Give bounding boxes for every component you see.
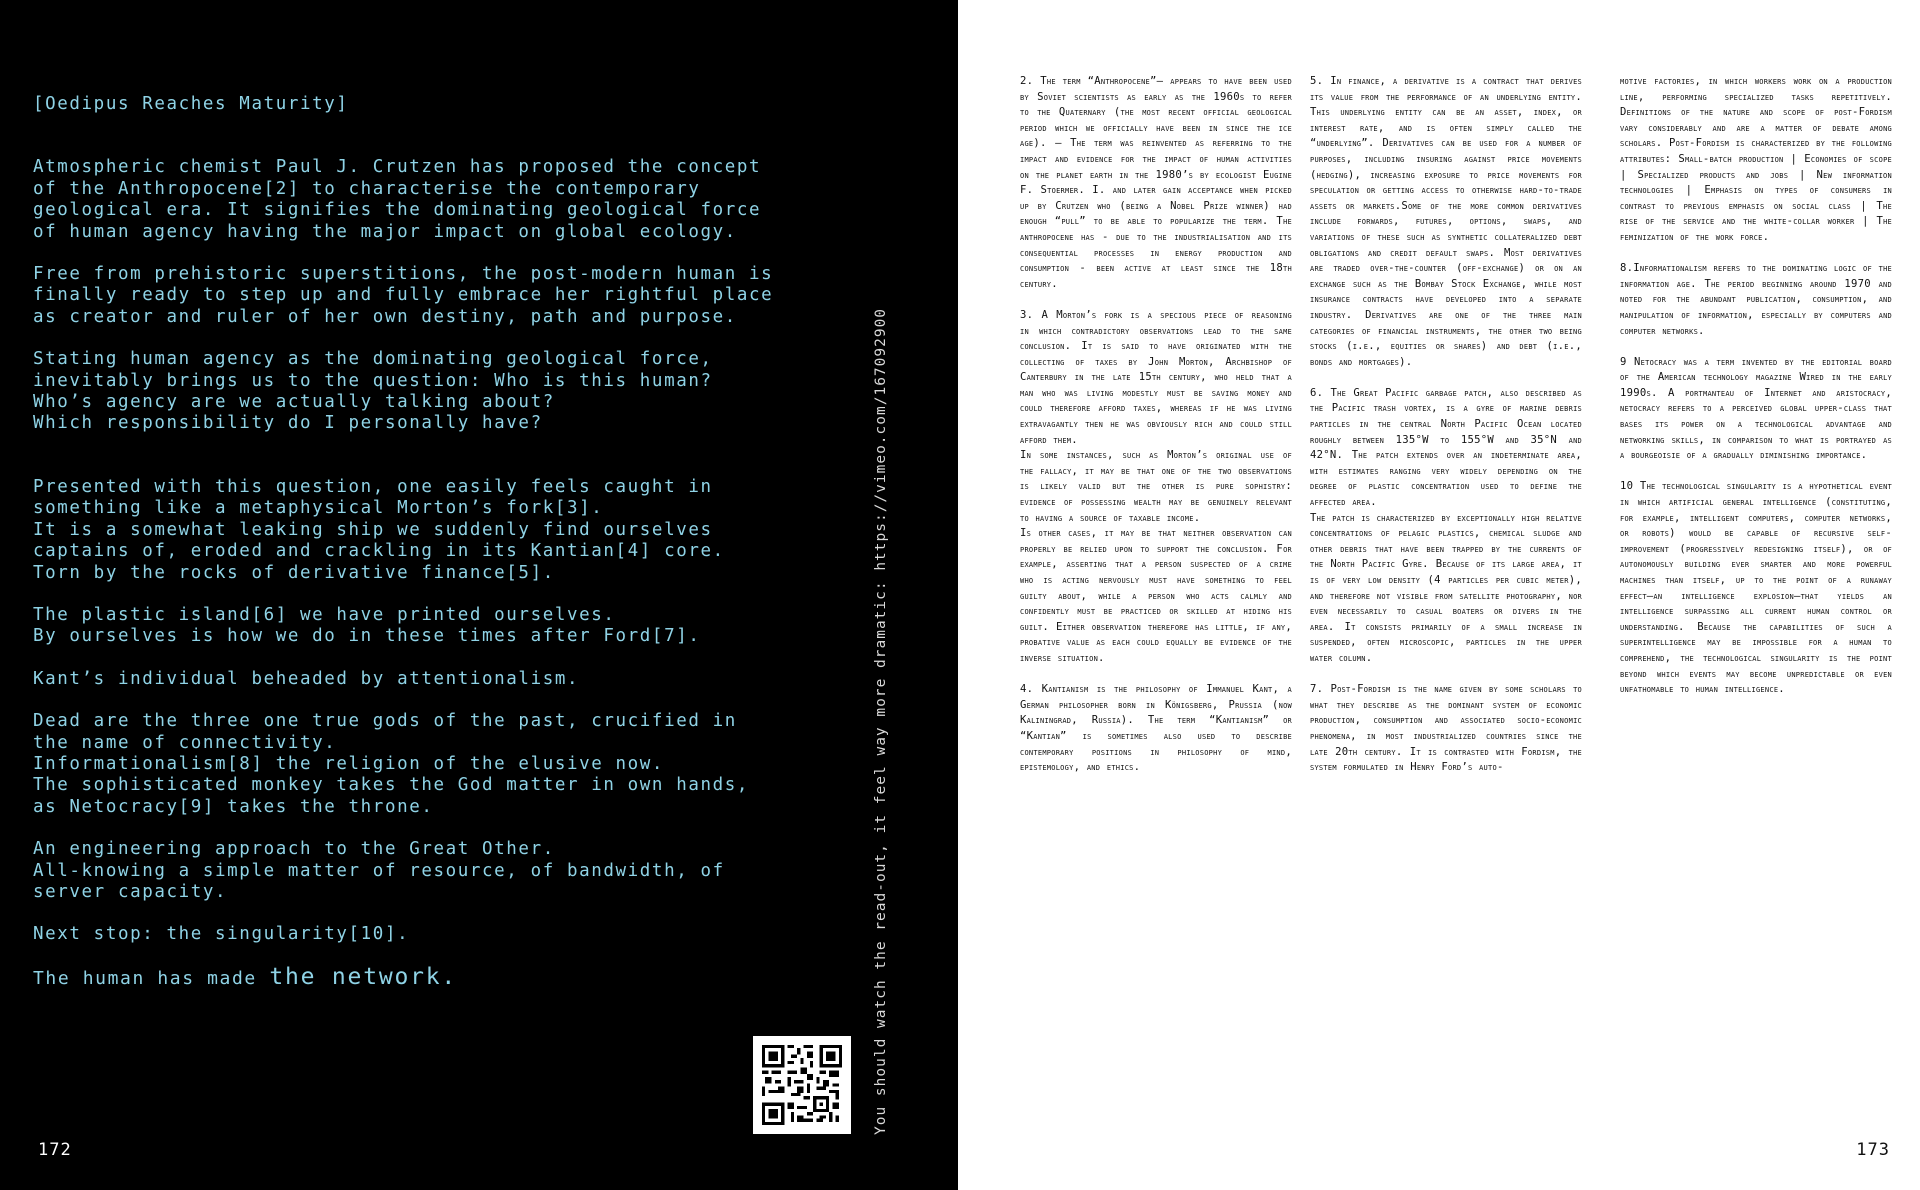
poem-paragraph: Free from prehistoric superstitions, the post-modern human is finally ready to step up and fully embrace her rightful place as creator and ruler of her own destiny, path and purpose. <box>33 264 774 327</box>
poem-paragraph: Kant’s individual beheaded by attentionalism. <box>33 668 580 689</box>
poem-paragraph: Atmospheric chemist Paul J. Crutzen has proposed the concept of the Anthropocene[2] to characterise the contemporary geological era. It signifies the dominating geological force of human agency having the major impact on global ecology. <box>33 157 762 242</box>
qr-code <box>753 1036 851 1134</box>
footnote-10: 10 The technological singularity is a hypothetical event in which artificial general intelligence (constituting, for example, intelligent computers, computer networks, or robots) would be capable of recursive self-improvement (progressively redesigning itself), or of autonomously building ever smarter and more powerful machines than itself, up to the point of a runaway effect—an intelligence explosion—that yields an intelligence surpassing all current human control or understanding. Because the capabilities of such a superintelligence may be impossible for a human to comprehend, the technological singularity is the point beyond which events may become unpredictable or even unfathomable to human intelligence. <box>1620 480 1892 696</box>
footnote-7-continued: motive factories, in which workers work on a production line, performing specialized tasks repetitively. Definitions of the nature and scope of post-Fordism vary considerably and are a matter of debate among scholars. Post-Fordism is characterized by the following attributes: Small-batch production | Economies of scope | Specialized products and jobs | New information technologies | Emphasis on types of consumers in contrast to previous emphasis on social class | The rise of the service and the white-collar worker | The feminization of the work force. <box>1620 75 1892 243</box>
poem-paragraph: Stating human agency as the dominating geological force, inevitably brings us to the question: Who is this human? Who’s agency are we actually talking about? Which responsibility do I personally have? <box>33 349 713 434</box>
qr-code-icon <box>762 1045 842 1125</box>
footnote-3-continued: In some instances, such as Morton’s original use of the fallacy, it may be that one of the two observations is likely valid but the other is pure sophistry: evidence of possessing wealth may be genuinely relevant to having a source of taxable income. <box>1020 449 1292 524</box>
poem-paragraph: Next stop: the singularity[10]. <box>33 924 410 945</box>
footnote-9: 9 Netocracy was a term invented by the editorial board of the American technology magazine Wired in the early 1990s. A portmanteau of Internet and aristocracy, netocracy refers to a perceived global upper-class that bases its power on a technological advantage and networking skills, in comparison to what is portrayed as a bourgeoisie of a gradually diminishing importance. <box>1620 355 1892 462</box>
footnote-6: 6. The Great Pacific garbage patch, also described as the Pacific trash vortex, is a gyre of marine debris particles in the central North Pacific Ocean located roughly between 135°W to 155°W and 35°N and 42°N. The patch extends over an indeterminate area, with estimates ranging very widely depending on the degree of plastic concentration used to define the affected area. <box>1310 386 1582 509</box>
left-page <box>0 0 958 1190</box>
footnote-3-continued: Is other cases, it may be that neither observation can properly be relied upon to support the conclusion. For example, asserting that a person suspected of a crime who is acting nervously must have something to feel guilty about, while a person who acts calmly and confidently must be practiced or skilled at hiding his guilt. Either observation therefore has little, if any, probative value as each could equally be evidence of the inverse situation. <box>1020 527 1292 664</box>
poem-paragraph: Presented with this question, one easily feels caught in something like a metaphysical Morton’s fork[3]. It is a somewhat leaking ship we suddenly find ourselves captains of, eroded and crackling in its Kantian[4] core. Torn by the rocks of derivative finance[5]. <box>33 476 725 583</box>
final-line-emphasis: the network. <box>269 963 458 990</box>
poem-text <box>33 94 863 1010</box>
footnote-4: 4. Kantianism is the philosophy of Immanuel Kant, a German philosopher born in Königsberg, Prussia (now Kaliningrad, Russia). The term “Kantianism” or “Kantian” is sometimes also used to describe contemporary positions in philosophy of mind, epistemology, and ethics. <box>1020 683 1292 774</box>
footnote-2: 2. The term “Anthropocene”— appears to have been used by Soviet scientists as early as the 1960s to refer to the Quaternary (the most recent official geological period which we officially have been in since the ice age). — The term was reinvented as referring to the impact and evidence for the impact of human activities on the planet earth in the 1980’s by ecologist Eugine F. Stoermer. I. and later gain acceptance when picked up by Crutzen who (being a Nobel Prize winner) had enough “pull” to be able to popularize the term. The anthropocene has - due to the industrialisation and its consequential processes in energy production and consumption - been active at least since the 18th century. <box>1020 75 1292 290</box>
footnote-3: 3. A Morton’s fork is a specious piece of reasoning in which contradictory observations lead to the same conclusion. It is said to have originated with the collecting of taxes by John Morton, Archbishop of Canterbury in the late 15th century, who held that a man who was living modestly must be saving money and could therefore afford taxes, whereas if he was living extravagantly then he was obviously rich and could still afford them. <box>1020 308 1292 446</box>
footnotes-column-2 <box>1310 74 1582 791</box>
footnote-6-continued: The patch is characterized by exceptionally high relative concentrations of pelagic plastics, chemical sludge and other debris that have been trapped by the currents of the North Pacific Gyre. Because of its large area, it is of very low density (4 particles per cubic meter), and therefore not visible from satellite photography, nor even necessarily to casual boaters or divers in the area. It consists primarily of a small increase in suspended, often microscopic, particles in the upper water column. <box>1310 511 1582 664</box>
footnote-5: 5. In finance, a derivative is a contract that derives its value from the performance of an underlying entity. This underlying entity can be an asset, index, or interest rate, and is often simply called the “underlying”. Derivatives can be used for a number of purposes, including insuring against price movements (hedging), increasing exposure to price movements for speculation or getting access to otherwise hard-to-trade assets or markets.Some of the more common derivatives include forwards, futures, options, swaps, and variations of these such as synthetic collateralized debt obligations and credit default swaps. Most derivatives are traded over-the-counter (off-exchange) or on an exchange such as the Bombay Stock Exchange, while most insurance contracts have developed into a separate industry. Derivatives are one of the three main categories of financial instruments, the other two being stocks (i.e., equities or shares) and debt (i.e., bonds and mortgages). <box>1310 75 1582 368</box>
page-number-left: 172 <box>38 1140 72 1160</box>
poem-heading: [Oedipus Reaches Maturity] <box>33 94 349 114</box>
poem-paragraph: The plastic island[6] we have printed ourselves. By ourselves is how we do in these times after Ford[7]. <box>33 604 701 647</box>
final-line-start: The human has made <box>33 967 270 989</box>
footnote-7: 7. Post-Fordism is the name given by some scholars to what they describe as the dominant system of economic production, consumption and associated socio-economic phenomena, in most industrialized countries since the late 20th century. It is contrasted with Fordism, the system formulated in Henry Ford’s auto- <box>1310 683 1582 774</box>
vimeo-side-note: You should watch the read-out, it feel way more dramatic: https://vimeo.com/167092900 <box>873 307 889 1135</box>
poem-final-line <box>33 963 863 990</box>
footnotes-column-3 <box>1620 74 1892 713</box>
page-number-right: 173 <box>1856 1140 1890 1160</box>
footnote-8: 8.Informationalism refers to the dominating logic of the information age. The period beginning around 1970 and noted for the abundant publication, consumption, and manipulation of information, especially by computers and computer networks. <box>1620 262 1892 337</box>
footnotes-column-1 <box>1020 74 1292 791</box>
poem-paragraph: Dead are the three one true gods of the past, crucified in the name of connectivity. Informationalism[8] the religion of the elusive now. The sophisticated monkey takes the God matter in own hands, as Netocracy[9] takes the throne. <box>33 711 750 817</box>
poem-paragraph: An engineering approach to the Great Other. All-knowing a simple matter of resource, of bandwidth, of server capacity. <box>33 839 725 902</box>
